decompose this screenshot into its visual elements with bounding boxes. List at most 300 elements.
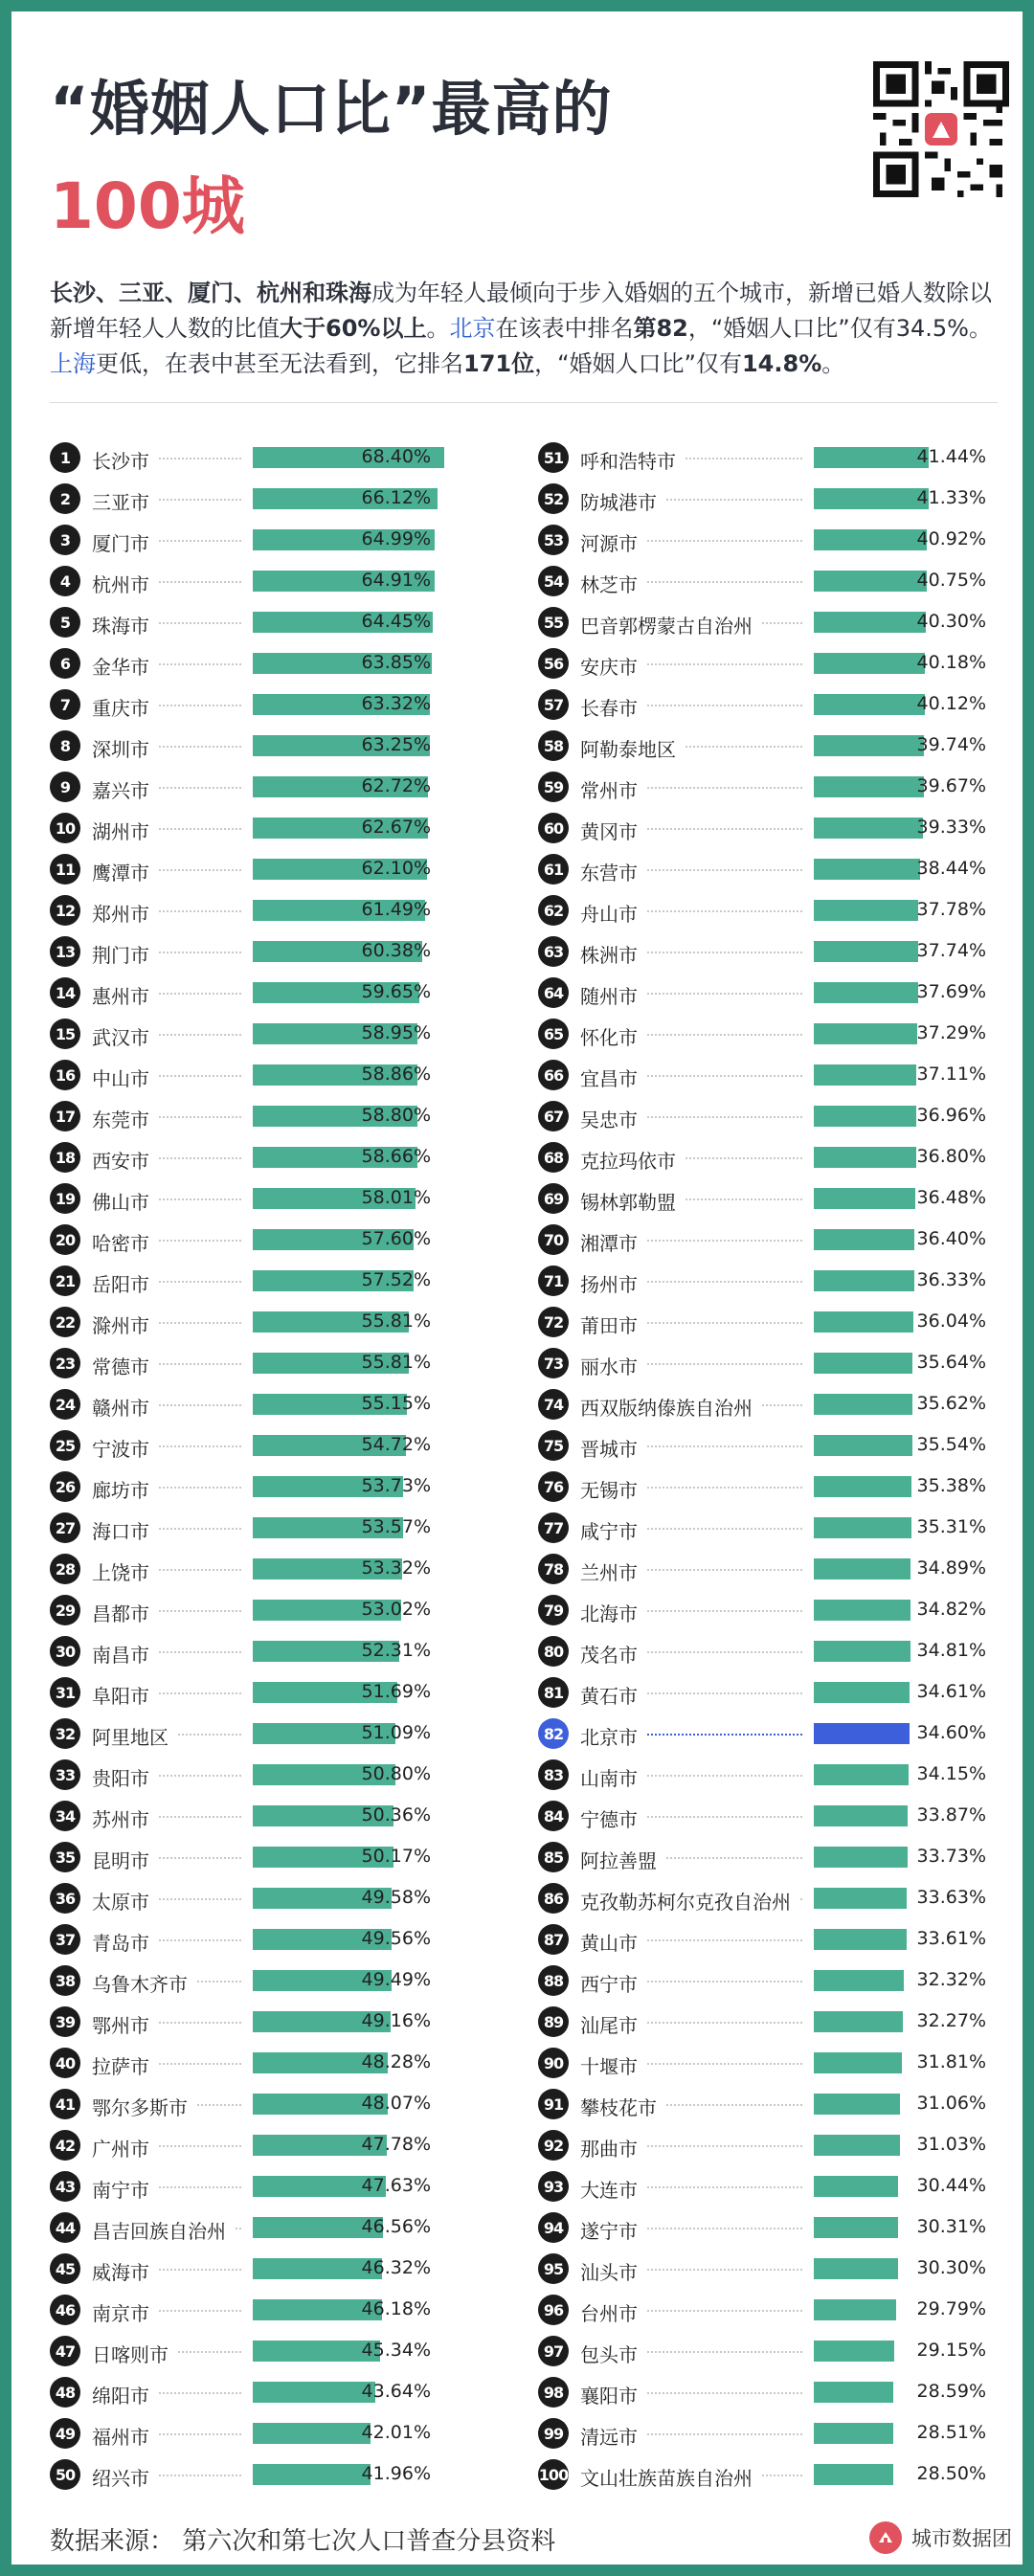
value-label: 34.60% (916, 1722, 986, 1743)
value-label: 36.33% (916, 1269, 986, 1290)
intro-shanghai-value: 14.8% (741, 350, 822, 377)
value-label: 60.38% (361, 940, 431, 961)
leader-dots (159, 1857, 241, 1859)
value-label: 48.07% (361, 2093, 431, 2114)
bar-row (538, 1673, 988, 1714)
category-label: 常德市 (92, 1355, 149, 1378)
rank-badge: 64 (538, 977, 569, 1008)
value-label: 45.34% (361, 2340, 431, 2361)
category-label: 呼和浩特市 (580, 450, 676, 473)
leader-dots (159, 1898, 241, 1900)
value-label: 37.29% (916, 1022, 986, 1043)
bar-row (538, 1920, 988, 1961)
category-label: 北海市 (580, 1602, 638, 1625)
leader-dots (159, 540, 241, 542)
rank-badge: 37 (50, 1924, 80, 1955)
category-label: 拉萨市 (92, 2055, 149, 2078)
rank-badge: 92 (538, 2130, 569, 2161)
leader-dots (647, 1487, 802, 1489)
value-label: 32.27% (916, 2010, 986, 2031)
title-line-1: “婚姻人口比”最高的 (50, 74, 613, 144)
data-source: 数据来源： 第六次和第七次人口普查分县资料 (50, 2527, 556, 2556)
bar-row (538, 2085, 988, 2126)
rank-badge: 67 (538, 1101, 569, 1131)
value-label: 47.78% (361, 2134, 431, 2155)
rank-badge: 90 (538, 2048, 569, 2078)
bar (814, 1558, 910, 1579)
leader-dots (159, 1487, 241, 1489)
category-label: 巴音郭楞蒙古自治州 (580, 615, 753, 638)
rank-badge: 65 (538, 1019, 569, 1049)
value-label: 39.67% (916, 775, 986, 796)
leader-dots (159, 499, 241, 501)
category-label: 台州市 (580, 2302, 638, 2325)
bar-row (50, 1920, 461, 1961)
leader-dots (197, 2104, 241, 2106)
category-label: 文山壮族苗族自治州 (580, 2467, 753, 2490)
bar-row (50, 1426, 461, 1467)
leader-dots (647, 1075, 802, 1077)
rank-badge: 59 (538, 772, 569, 802)
bar-row (50, 644, 461, 685)
leader-dots (159, 1075, 241, 1077)
bar (814, 694, 925, 715)
value-label: 30.31% (916, 2216, 986, 2237)
value-label: 49.58% (361, 1887, 431, 1908)
leader-dots (159, 869, 241, 871)
category-label: 长沙市 (92, 450, 149, 473)
category-label: 深圳市 (92, 738, 149, 761)
rank-badge: 85 (538, 1842, 569, 1872)
bar (814, 1270, 914, 1291)
category-label: 兰州市 (580, 1561, 638, 1584)
value-label: 62.10% (361, 858, 431, 879)
category-label: 岳阳市 (92, 1273, 149, 1296)
leader-dots (647, 2433, 802, 2435)
value-label: 33.87% (916, 1804, 986, 1826)
bar (253, 2423, 371, 2444)
category-label: 黄冈市 (580, 820, 638, 843)
category-label: 丽水市 (580, 1355, 638, 1378)
leader-dots (159, 1610, 241, 1612)
intro-paragraph (50, 276, 998, 382)
bar-row (538, 438, 988, 480)
bar-row (538, 2126, 988, 2167)
leader-dots (686, 1198, 802, 1200)
leader-dots (159, 1240, 241, 1242)
rank-badge: 54 (538, 566, 569, 596)
leader-dots (686, 458, 802, 459)
bar-row (538, 1344, 988, 1385)
rank-badge: 70 (538, 1224, 569, 1255)
leader-dots (197, 1981, 241, 1982)
bar (814, 941, 918, 962)
intro-text: 。 (821, 350, 845, 377)
value-label: 51.69% (361, 1681, 431, 1702)
rank-badge: 78 (538, 1554, 569, 1584)
bar (814, 818, 923, 839)
value-label: 34.15% (916, 1763, 986, 1784)
bar-row (50, 1961, 461, 2003)
leader-dots (647, 993, 802, 995)
value-label: 58.95% (361, 1022, 431, 1043)
leader-dots (647, 2022, 802, 2024)
bar (814, 2464, 893, 2485)
value-label: 50.36% (361, 1804, 431, 1826)
bar-row (50, 727, 461, 768)
category-label: 阿勒泰地区 (580, 738, 676, 761)
leader-dots (159, 910, 241, 912)
value-label: 53.57% (361, 1516, 431, 1537)
value-label: 64.45% (361, 611, 431, 632)
leader-dots (159, 1816, 241, 1818)
bar-row (538, 1756, 988, 1797)
bar-row (50, 1550, 461, 1591)
value-label: 53.02% (361, 1599, 431, 1620)
bar (253, 2464, 371, 2485)
category-label: 青岛市 (92, 1932, 149, 1955)
rank-badge: 36 (50, 1883, 80, 1914)
category-label: 那曲市 (580, 2138, 638, 2161)
bar-row (538, 562, 988, 603)
rank-badge: 18 (50, 1142, 80, 1173)
bar-row (50, 1262, 461, 1303)
category-label: 西双版纳傣族自治州 (580, 1397, 753, 1420)
value-label: 40.30% (916, 611, 986, 632)
rank-badge: 76 (538, 1471, 569, 1502)
rank-badge: 7 (50, 689, 80, 720)
bar-row (538, 685, 988, 727)
bar-row (50, 891, 461, 932)
leader-dots (647, 705, 802, 706)
rank-badge: 20 (50, 1224, 80, 1255)
leader-dots (159, 2145, 241, 2147)
category-label: 襄阳市 (580, 2385, 638, 2408)
category-label: 湖州市 (92, 820, 149, 843)
bar (814, 1641, 910, 1662)
leader-dots (178, 2351, 241, 2353)
category-label: 西安市 (92, 1150, 149, 1173)
leader-dots (647, 910, 802, 912)
value-label: 31.06% (916, 2093, 986, 2114)
value-label: 41.33% (916, 487, 986, 508)
leader-dots (666, 499, 802, 501)
leader-dots (159, 1569, 241, 1571)
rank-badge: 71 (538, 1266, 569, 1296)
category-label: 北京市 (580, 1726, 638, 1749)
value-label: 29.79% (916, 2298, 986, 2319)
leader-dots (647, 1734, 802, 1736)
value-label: 63.85% (361, 652, 431, 673)
value-label: 36.40% (916, 1228, 986, 1249)
rank-badge: 42 (50, 2130, 80, 2161)
bar-row (538, 727, 988, 768)
rank-badge: 97 (538, 2336, 569, 2366)
bar (814, 2423, 893, 2444)
category-label: 汕尾市 (580, 2014, 638, 2037)
bar (814, 2299, 896, 2320)
category-label: 南宁市 (92, 2179, 149, 2202)
leader-dots (647, 869, 802, 871)
leader-dots (647, 1240, 802, 1242)
bar (814, 571, 927, 592)
rank-badge: 13 (50, 936, 80, 967)
bar-row (538, 2332, 988, 2373)
value-label: 34.89% (916, 1557, 986, 1579)
leader-dots (762, 2475, 802, 2476)
leader-dots (159, 458, 241, 459)
bar-row (50, 2044, 461, 2085)
rank-badge: 86 (538, 1883, 569, 1914)
value-label: 32.32% (916, 1969, 986, 1990)
leader-dots (159, 1198, 241, 1200)
bar (814, 653, 925, 674)
rank-badge: 28 (50, 1554, 80, 1584)
bar-row (538, 2455, 988, 2497)
category-label: 东莞市 (92, 1109, 149, 1131)
intro-text: ，“婚姻人口比”仅有 (534, 350, 742, 377)
bar-row (50, 2414, 461, 2455)
bar-row (538, 768, 988, 809)
category-label: 绍兴市 (92, 2467, 149, 2490)
leader-dots (647, 1939, 802, 1941)
bar-row (538, 2250, 988, 2291)
bar-row (50, 562, 461, 603)
rank-badge: 47 (50, 2336, 80, 2366)
category-label: 贵阳市 (92, 1767, 149, 1790)
bar-row (538, 1015, 988, 1056)
bar-row (50, 603, 461, 644)
bar-row (538, 1591, 988, 1632)
value-label: 57.52% (361, 1269, 431, 1290)
rank-badge: 55 (538, 607, 569, 638)
bar (814, 447, 929, 468)
leader-dots (647, 1528, 802, 1530)
bar-row (50, 2003, 461, 2044)
rank-badge: 34 (50, 1801, 80, 1831)
bar (814, 2176, 898, 2197)
leader-dots (159, 1775, 241, 1777)
bar-row (50, 1797, 461, 1838)
bar (814, 2217, 898, 2238)
rank-badge: 51 (538, 442, 569, 473)
value-label: 33.63% (916, 1887, 986, 1908)
bar (814, 1106, 916, 1127)
value-label: 63.25% (361, 734, 431, 755)
rank-badge: 95 (538, 2253, 569, 2284)
rank-badge: 49 (50, 2418, 80, 2449)
category-label: 克孜勒苏柯尔克孜自治州 (580, 1891, 791, 1914)
bar-row (538, 1097, 988, 1138)
value-label: 49.49% (361, 1969, 431, 1990)
rank-badge: 39 (50, 2006, 80, 2037)
leader-dots (159, 1157, 241, 1159)
category-label: 随州市 (580, 985, 638, 1008)
value-label: 68.40% (361, 446, 431, 467)
ranking-list-right (538, 438, 988, 2497)
bar-row (50, 932, 461, 974)
value-label: 29.15% (916, 2340, 986, 2361)
value-label: 66.12% (361, 487, 431, 508)
value-label: 50.17% (361, 1846, 431, 1867)
category-label: 昌都市 (92, 1602, 149, 1625)
bar-row (50, 438, 461, 480)
leader-dots (159, 1528, 241, 1530)
category-label: 重庆市 (92, 697, 149, 720)
brand (869, 2521, 1012, 2554)
category-label: 鹰潭市 (92, 862, 149, 885)
bar-row (50, 2291, 461, 2332)
leader-dots (686, 1157, 802, 1159)
category-label: 厦门市 (92, 532, 149, 555)
intro-shanghai-rank: 171位 (463, 350, 535, 377)
value-label: 33.61% (916, 1928, 986, 1949)
rank-badge: 62 (538, 895, 569, 926)
rank-badge: 4 (50, 566, 80, 596)
leader-dots (647, 1816, 802, 1818)
leader-dots (236, 2228, 241, 2229)
bar (814, 1600, 910, 1621)
leader-dots (666, 1857, 802, 1859)
rank-badge: 45 (50, 2253, 80, 2284)
intro-text: 成为年轻人最倾向于步入婚姻的五个城市，新增已婚人数除以新增年轻人人数的比值 (50, 280, 992, 342)
category-label: 河源市 (580, 532, 638, 555)
bar-row (50, 1056, 461, 1097)
category-label: 十堰市 (580, 2055, 638, 2078)
bar-row (50, 768, 461, 809)
bar-row (538, 1221, 988, 1262)
bar (814, 529, 927, 550)
leader-dots (647, 828, 802, 830)
intro-beijing-rank: 第82 (633, 315, 688, 342)
category-label: 东营市 (580, 862, 638, 885)
category-label: 郑州市 (92, 903, 149, 926)
category-label: 西宁市 (580, 1973, 638, 1996)
value-label: 41.44% (916, 446, 986, 467)
category-label: 大连市 (580, 2179, 638, 2202)
category-label: 威海市 (92, 2261, 149, 2284)
rank-badge: 35 (50, 1842, 80, 1872)
rank-badge: 96 (538, 2295, 569, 2325)
leader-dots (647, 952, 802, 953)
value-label: 35.64% (916, 1352, 986, 1373)
rank-badge: 50 (50, 2459, 80, 2490)
leader-dots (762, 1404, 802, 1406)
bar-row (50, 1303, 461, 1344)
rank-badge: 44 (50, 2212, 80, 2243)
bar-row (538, 1961, 988, 2003)
leader-dots (647, 1116, 802, 1118)
category-label: 无锡市 (580, 1479, 638, 1502)
value-label: 46.56% (361, 2216, 431, 2237)
value-label: 37.78% (916, 899, 986, 920)
bar-row (50, 1344, 461, 1385)
bar-row (50, 2455, 461, 2497)
bar-row (538, 1550, 988, 1591)
category-label: 昆明市 (92, 1849, 149, 1872)
title-line-2: 100城 (50, 169, 245, 243)
rank-badge: 26 (50, 1471, 80, 1502)
category-label: 宁波市 (92, 1438, 149, 1461)
rank-badge: 14 (50, 977, 80, 1008)
bar-row (538, 2003, 988, 2044)
category-label: 安庆市 (580, 656, 638, 679)
value-label: 43.64% (361, 2381, 431, 2402)
rank-badge: 98 (538, 2377, 569, 2408)
value-label: 30.44% (916, 2175, 986, 2196)
bar-row (538, 891, 988, 932)
category-label: 乌鲁木齐市 (92, 1973, 188, 1996)
rank-badge: 57 (538, 689, 569, 720)
rank-badge: 29 (50, 1595, 80, 1625)
rank-badge: 81 (538, 1677, 569, 1708)
rank-badge: 63 (538, 936, 569, 967)
leader-dots (666, 2104, 802, 2106)
rank-badge: 84 (538, 1801, 569, 1831)
category-label: 金华市 (92, 656, 149, 679)
bar (814, 1805, 908, 1826)
leader-dots (647, 2392, 802, 2394)
leader-dots (159, 993, 241, 995)
bar (814, 1847, 908, 1868)
rank-badge: 27 (50, 1512, 80, 1543)
category-label: 林芝市 (580, 573, 638, 596)
value-label: 36.48% (916, 1187, 986, 1208)
bar-row (538, 1385, 988, 1426)
rank-badge: 52 (538, 483, 569, 514)
rank-badge: 38 (50, 1965, 80, 1996)
category-label: 舟山市 (580, 903, 638, 926)
category-label: 嘉兴市 (92, 779, 149, 802)
leader-dots (762, 622, 802, 624)
bar-row (50, 1179, 461, 1221)
bar-row (50, 2167, 461, 2208)
bar-row (538, 644, 988, 685)
bar-row (538, 1426, 988, 1467)
intro-text: ，“婚姻人口比”仅有34.5%。 (687, 315, 992, 342)
value-label: 40.12% (916, 693, 986, 714)
leader-dots (647, 2228, 802, 2229)
bar (814, 1929, 907, 1950)
intro-text: 更低，在表中甚至无法看到，它排名 (96, 350, 463, 377)
category-label: 哈密市 (92, 1232, 149, 1255)
leader-dots (647, 2310, 802, 2312)
bar-row (538, 1303, 988, 1344)
bar-row (50, 1138, 461, 1179)
category-label: 赣州市 (92, 1397, 149, 1420)
bar (814, 1682, 910, 1703)
bar-row (538, 932, 988, 974)
rank-badge: 69 (538, 1183, 569, 1214)
bar (814, 1188, 915, 1209)
rank-badge: 58 (538, 730, 569, 761)
value-label: 52.31% (361, 1640, 431, 1661)
value-label: 46.18% (361, 2298, 431, 2319)
category-label: 宁德市 (580, 1808, 638, 1831)
rank-badge: 12 (50, 895, 80, 926)
value-label: 40.92% (916, 528, 986, 549)
bar (814, 1311, 913, 1333)
leader-dots (159, 2433, 241, 2435)
category-label: 鄂尔多斯市 (92, 2096, 188, 2119)
rank-badge: 17 (50, 1101, 80, 1131)
bar-row (538, 2373, 988, 2414)
intro-threshold: 大于60%以上 (280, 315, 427, 342)
bar (814, 859, 920, 880)
rank-badge: 41 (50, 2089, 80, 2119)
bar-row (538, 1509, 988, 1550)
bar (814, 1435, 912, 1456)
